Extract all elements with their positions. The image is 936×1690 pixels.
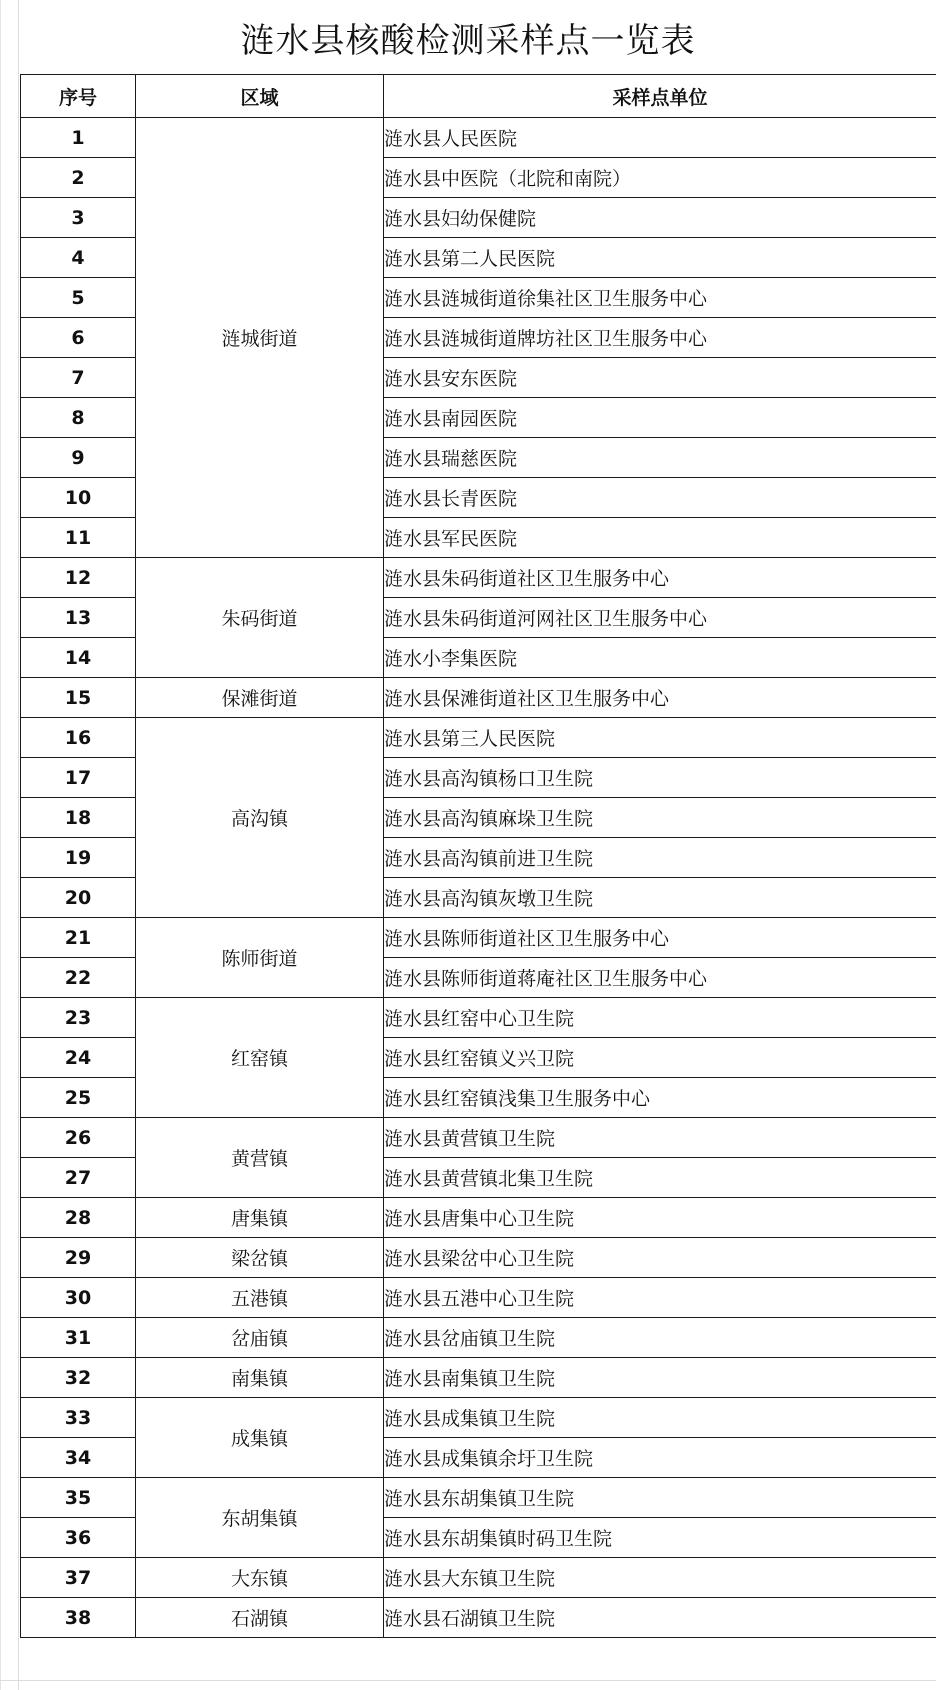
cell-site[interactable]: 涟水县保滩街道社区卫生服务中心	[384, 678, 936, 718]
cell-index[interactable]: 20	[21, 878, 136, 918]
cell-index[interactable]: 38	[21, 1598, 136, 1638]
table-row	[21, 558, 936, 598]
cell-site[interactable]: 涟水县黄营镇卫生院	[384, 1118, 936, 1158]
cell-index[interactable]: 17	[21, 758, 136, 798]
cell-index[interactable]: 33	[21, 1398, 136, 1438]
cell-index[interactable]: 4	[21, 238, 136, 278]
cell-index[interactable]: 36	[21, 1518, 136, 1558]
table-row	[21, 718, 936, 758]
cell-site[interactable]: 涟水县高沟镇麻垛卫生院	[384, 798, 936, 838]
cell-area[interactable]: 五港镇	[136, 1278, 384, 1318]
cell-site[interactable]: 涟水县黄营镇北集卫生院	[384, 1158, 936, 1198]
cell-index[interactable]: 5	[21, 278, 136, 318]
cell-index[interactable]: 10	[21, 478, 136, 518]
table-row	[21, 1318, 936, 1358]
cell-site[interactable]: 涟水县南集镇卫生院	[384, 1358, 936, 1398]
cell-index[interactable]: 3	[21, 198, 136, 238]
cell-site[interactable]: 涟水县人民医院	[384, 118, 936, 158]
cell-index[interactable]: 34	[21, 1438, 136, 1478]
cell-index[interactable]: 14	[21, 638, 136, 678]
cell-area[interactable]: 朱码街道	[136, 558, 384, 678]
cell-site[interactable]: 涟水县梁岔中心卫生院	[384, 1238, 936, 1278]
cell-site[interactable]: 涟水县唐集中心卫生院	[384, 1198, 936, 1238]
cell-index[interactable]: 23	[21, 998, 136, 1038]
cell-site[interactable]: 涟水县长青医院	[384, 478, 936, 518]
table-header-row	[21, 75, 936, 118]
row-header-gridline	[18, 0, 19, 1690]
cell-site[interactable]: 涟水县成集镇余圩卫生院	[384, 1438, 936, 1478]
cell-index[interactable]: 25	[21, 1078, 136, 1118]
cell-site[interactable]: 涟水县岔庙镇卫生院	[384, 1318, 936, 1358]
cell-index[interactable]: 8	[21, 398, 136, 438]
cell-site[interactable]: 涟水县大东镇卫生院	[384, 1558, 936, 1598]
cell-site[interactable]: 涟水县高沟镇灰墩卫生院	[384, 878, 936, 918]
cell-index[interactable]: 35	[21, 1478, 136, 1518]
cell-index[interactable]: 26	[21, 1118, 136, 1158]
header-index[interactable]: 序号	[21, 75, 136, 118]
cell-index[interactable]: 32	[21, 1358, 136, 1398]
table-row	[21, 678, 936, 718]
cell-site[interactable]: 涟水县五港中心卫生院	[384, 1278, 936, 1318]
cell-index[interactable]: 27	[21, 1158, 136, 1198]
table-row	[21, 118, 936, 158]
cell-site[interactable]: 涟水县石湖镇卫生院	[384, 1598, 936, 1638]
cell-index[interactable]: 31	[21, 1318, 136, 1358]
cell-area[interactable]: 成集镇	[136, 1398, 384, 1478]
cell-index[interactable]: 29	[21, 1238, 136, 1278]
cell-area[interactable]: 石湖镇	[136, 1598, 384, 1638]
cell-site[interactable]: 涟水县中医院（北院和南院）	[384, 158, 936, 198]
header-area[interactable]: 区域	[136, 75, 384, 118]
cell-index[interactable]: 12	[21, 558, 136, 598]
cell-site[interactable]: 涟水县成集镇卫生院	[384, 1398, 936, 1438]
cell-site[interactable]: 涟水县高沟镇杨口卫生院	[384, 758, 936, 798]
cell-site[interactable]: 涟水县涟城街道徐集社区卫生服务中心	[384, 278, 936, 318]
cell-site[interactable]: 涟水县红窑镇义兴卫院	[384, 1038, 936, 1078]
cell-site[interactable]: 涟水县军民医院	[384, 518, 936, 558]
cell-area[interactable]: 高沟镇	[136, 718, 384, 918]
cell-area[interactable]: 梁岔镇	[136, 1238, 384, 1278]
table-row	[21, 1358, 936, 1398]
cell-index[interactable]: 11	[21, 518, 136, 558]
table-row	[21, 1238, 936, 1278]
cell-site[interactable]: 涟水县瑞慈医院	[384, 438, 936, 478]
cell-index[interactable]: 28	[21, 1198, 136, 1238]
table-row	[21, 1478, 936, 1518]
cell-index[interactable]: 7	[21, 358, 136, 398]
cell-index[interactable]: 18	[21, 798, 136, 838]
cell-site[interactable]: 涟水县第三人民医院	[384, 718, 936, 758]
cell-area[interactable]: 陈师街道	[136, 918, 384, 998]
table-row	[21, 1558, 936, 1598]
cell-site[interactable]: 涟水县安东医院	[384, 358, 936, 398]
table-row	[21, 1278, 936, 1318]
header-site[interactable]: 采样点单位	[384, 75, 936, 118]
cell-site[interactable]: 涟水县高沟镇前进卫生院	[384, 838, 936, 878]
cell-index[interactable]: 24	[21, 1038, 136, 1078]
page-title: 涟水县核酸检测采样点一览表	[240, 20, 696, 61]
cell-site[interactable]: 涟水县涟城街道牌坊社区卫生服务中心	[384, 318, 936, 358]
cell-site[interactable]: 涟水县红窑镇浅集卫生服务中心	[384, 1078, 936, 1118]
cell-index[interactable]: 37	[21, 1558, 136, 1598]
cell-index[interactable]: 21	[21, 918, 136, 958]
cell-site[interactable]: 涟水县朱码街道河网社区卫生服务中心	[384, 598, 936, 638]
cell-index[interactable]: 1	[21, 118, 136, 158]
cell-area[interactable]: 岔庙镇	[136, 1318, 384, 1358]
cell-area[interactable]: 黄营镇	[136, 1118, 384, 1198]
cell-site[interactable]: 涟水县东胡集镇卫生院	[384, 1478, 936, 1518]
table-row	[21, 1398, 936, 1438]
cell-index[interactable]: 30	[21, 1278, 136, 1318]
cell-index[interactable]: 19	[21, 838, 136, 878]
table-row	[21, 1118, 936, 1158]
cell-site[interactable]: 涟水县东胡集镇时码卫生院	[384, 1518, 936, 1558]
cell-area[interactable]: 东胡集镇	[136, 1478, 384, 1558]
sheet-gridline	[0, 1680, 936, 1681]
cell-index[interactable]: 16	[21, 718, 136, 758]
sampling-sites-table	[20, 74, 936, 1638]
cell-site[interactable]: 涟水县妇幼保健院	[384, 198, 936, 238]
cell-index[interactable]: 13	[21, 598, 136, 638]
table-row	[21, 1198, 936, 1238]
cell-site[interactable]: 涟水县陈师街道社区卫生服务中心	[384, 918, 936, 958]
cell-area[interactable]: 唐集镇	[136, 1198, 384, 1238]
cell-index[interactable]: 2	[21, 158, 136, 198]
cell-area[interactable]: 保滩街道	[136, 678, 384, 718]
cell-site[interactable]: 涟水县朱码街道社区卫生服务中心	[384, 558, 936, 598]
table-row	[21, 998, 936, 1038]
table-row	[21, 918, 936, 958]
table-row	[21, 1598, 936, 1638]
cell-site[interactable]: 涟水小李集医院	[384, 638, 936, 678]
cell-area[interactable]: 南集镇	[136, 1358, 384, 1398]
cell-area[interactable]: 涟城街道	[136, 118, 384, 558]
cell-index[interactable]: 22	[21, 958, 136, 998]
cell-area[interactable]: 大东镇	[136, 1558, 384, 1598]
cell-index[interactable]: 6	[21, 318, 136, 358]
cell-index[interactable]: 15	[21, 678, 136, 718]
cell-site[interactable]: 涟水县红窑中心卫生院	[384, 998, 936, 1038]
table-body	[21, 118, 936, 1638]
cell-site[interactable]: 涟水县陈师街道蒋庵社区卫生服务中心	[384, 958, 936, 998]
cell-site[interactable]: 涟水县第二人民医院	[384, 238, 936, 278]
cell-area[interactable]: 红窑镇	[136, 998, 384, 1118]
cell-site[interactable]: 涟水县南园医院	[384, 398, 936, 438]
cell-index[interactable]: 9	[21, 438, 136, 478]
